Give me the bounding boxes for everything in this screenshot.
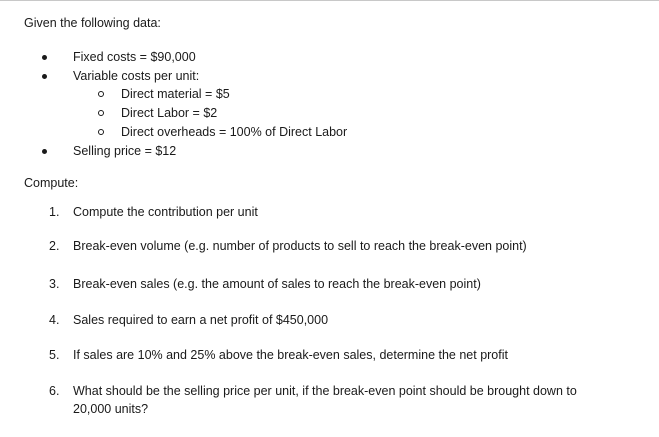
question-number: 3. <box>49 277 60 291</box>
question-number: 6. <box>49 384 60 398</box>
question-text-continued: 20,000 units? <box>73 402 149 416</box>
bullet-icon <box>42 74 47 79</box>
question-number: 2. <box>49 239 60 253</box>
question-text: What should be the selling price per unit, if the break-even point should be brought down to <box>73 384 577 398</box>
question-number: 4. <box>49 313 60 327</box>
question-text: Sales required to earn a net profit of $450,000 <box>73 313 329 327</box>
hollow-bullet-icon <box>98 91 104 97</box>
bullet-icon <box>42 149 47 154</box>
page-top-border <box>0 0 659 7</box>
question-number: 1. <box>49 205 60 219</box>
question-text: Compute the contribution per unit <box>73 205 258 219</box>
hollow-bullet-icon <box>98 129 104 135</box>
question-text: Break-even volume (e.g. number of products to sell to reach the break-even point) <box>73 239 527 253</box>
question-text: Break-even sales (e.g. the amount of sales to reach the break-even point) <box>73 277 481 291</box>
bullet-icon <box>42 55 47 60</box>
question-number: 5. <box>49 348 60 362</box>
intro-text: Given the following data: <box>24 16 161 30</box>
question-text: If sales are 10% and 25% above the break-even sales, determine the net profit <box>73 348 508 362</box>
compute-heading: Compute: <box>24 176 79 190</box>
hollow-bullet-icon <box>98 110 104 116</box>
